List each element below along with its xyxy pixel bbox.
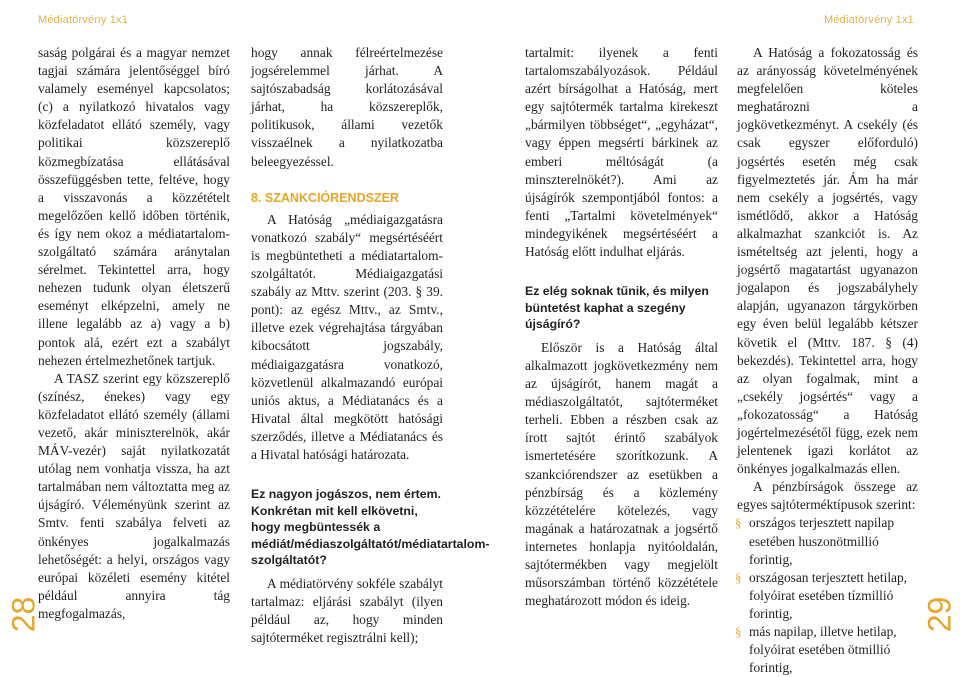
question-heading: Ez elég soknak tűnik, és milyen büntetést kaphat a szegény újságíró? (525, 284, 709, 332)
column-2 (251, 44, 490, 647)
column-1 (38, 44, 230, 623)
list-item-text: országos terjesztett napilap esetében huszonötmillió forintig, (749, 515, 895, 567)
paragraph: A médiatörvény sokféle szabályt tartalmaz: eljárási szabályt (ilyen például az, hogy minden sajtóterméket regisztrálni kell); (251, 576, 443, 646)
page-number-left: 28 (5, 596, 42, 633)
list-item (737, 569, 918, 623)
paragraph: A Hatóság a fokozatosság és az arányosság követelményének megfelelően köteles meghatározni a jogkövetkezményt. A csekély (és csak egyszer előforduló) jogsértés esetén még csak figyelmeztetés jár. Ám ha már nem csekély a jogsértés, vagy ismétlődő, akkor a Hatóság alkalmazhat szankciót is. Az ismételtség azt jelenti, hogy a jogsértő magatartást ugyanazon jogalapon és jogszabályhely alapján, ugyanazon tárgykörben egy éven belül legalább kétszer követik el (Mttv. 187. § (4) bekezdés). Tekintettel arra, hogy az olyan fogalmak, mint a „csekély jogsértés“ vagy a „fokozatosság“ a Hatóság jogértelmezésétől függ, ezek nem jelentenek igazi korlátot az önkényes jogalkalmazás ellen. (737, 45, 918, 477)
list-item (737, 514, 918, 568)
section-sign-icon: § (735, 569, 742, 585)
paragraph: A Hatóság „médiaigazgatásra vonatkozó szabály“ megsértéséért is megbüntetheti a médiatartalom-szolgáltatót. Médiaigazgatási szabály az Mttv. szerint (203. § 39. pont): az egész Mttv., az Smtv., illetve ezek végrehajtása tárgyában kibocsátott jogszabály, médiaigazgatásra vonatkozó, közvetlenül alkalmazandó európai uniós aktus, a Médiatanács és a Hivatal által megkötött hatósági szerződés, illetve a Médiatanács és a Hivatal hatósági határozata. (251, 211, 443, 462)
paragraph: Először is a Hatóság által alkalmazott jogkövetkezmény nem az újságírót, hanem magát a médiaszolgáltatót, sajtóterméket terheli. Ebben a részben csak az írott sajtót érintő szabályok ismertetésére szorítkozunk. A szankciórendszer az esetükben a pénzbírság és a közlemény közzétételére kötelezés, vagy magának a határozatnak a jogsértő internetes honlapja nyitóoldalán, sajtótermékben vagy megjelölt műsorszámban történő közzététele meghatározott módon és ideig. (525, 339, 718, 609)
paragraph: hogy annak félreértelmezése jogsérelemmel járhat. A sajtószabadság korlátozásával járhat, ha közszereplők, politikusok, állami vezetők visszaélnek a nyilatkozatba beleegyezéssel. (251, 45, 443, 169)
list-item (737, 623, 918, 677)
running-header-right: Médiatörvény 1x1 (823, 14, 914, 26)
page-number-right: 29 (921, 596, 958, 633)
running-header-left: Médiatörvény 1x1 (38, 14, 129, 26)
section-sign-icon: § (735, 515, 742, 531)
column-3 (525, 44, 718, 610)
section-heading: 8. SZANKCIÓRENDSZER (251, 190, 399, 205)
fine-list (737, 514, 918, 677)
paragraph: A pénzbírságok összege az egyes sajtóterméktípusok szerint: (737, 479, 918, 513)
paragraph: tartalmit: ilyenek a fenti tartalomszabályozások. Például azért bírságolhat a Hatóság, mert egy sajtótermék tartalma kirekeszt „bármilyen többséget“, „egyházat“, vagy éppen megsérti bárkinek az emberi méltóságát (a minszterelnökét?). Ami az újságírók szempontjából fontos: a fenti „Tartalmi követelmények“ mindegyikének megsértéséért a Hatóság előtt indulhat eljárás. (525, 45, 718, 260)
column-4 (737, 44, 918, 677)
list-item-text: országosan terjesztett hetilap, folyóirat esetében tízmillió forintig, (749, 569, 908, 621)
section-sign-icon: § (735, 624, 742, 639)
list-item-text: más napilap, illetve hetilap, folyóirat esetében ötmillió forintig, (749, 624, 897, 676)
paragraph: A TASZ szerint egy közszereplő (színész, énekes) vagy egy közfeladatot ellátó személy (állami vezető, akár miniszterelnök, akár MÁV-vezér) saját nyilatkozatát utólag nem vonhatja vissza, ha azt tartalmában nem változtatta meg az újságíró. Véleményünk szerint az Smtv. fenti szabálya felveti az önkényes jogalkalmazás lehetőségét: a helyi, országos vagy európai közéleti esemény kitétel például annyira tág megfogalmazás, (38, 370, 230, 621)
question-heading: Ez nagyon jogászos, nem értem. Konkrétan mit kell elkövetni, hogy megbüntessék a médiát/médiaszolgáltatót/médiatartalom-szolgáltatót? (251, 487, 490, 568)
paragraph: saság polgárai és a magyar nemzet tagjai számára jelentőséggel bíró valamely eseményel kapcsolatos; (c) a nyilatkozó hivatalos vagy közfeladatot ellátó személy, vagy politikai közszereplő közmegbízatása ellátásával összefüggésben tette, feltéve, hogy a visszavonás a közzétételt megelőzően kellő időben történik, és így nem okoz a médiatartalom-szolgáltató számára aránytalan sérelmet. Tekintettel arra, hogy nehezen tudunk olyan életszerű eseményt elképzelni, amely ne illene legalább az a) vagy a b) pontok alá, ezért ezt a szabályt nehezen értelmezhetőnek tartjuk. (38, 45, 230, 368)
